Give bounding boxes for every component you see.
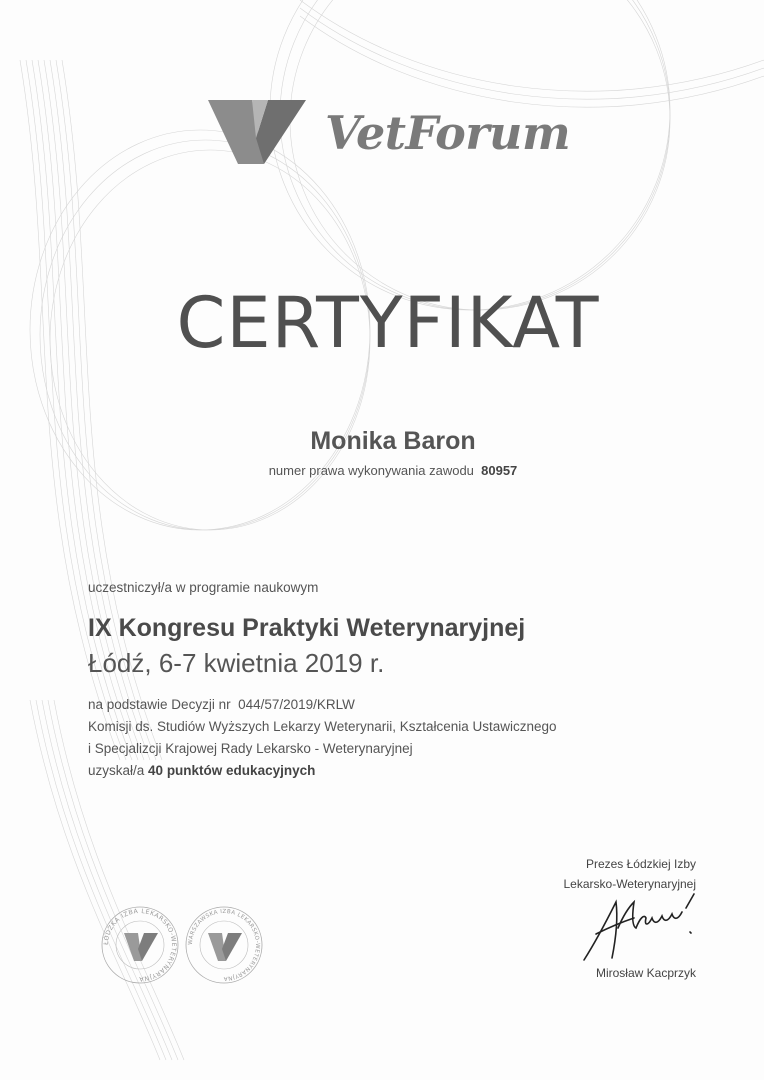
certificate-title: CERTYFIKAT (176, 282, 600, 364)
commission-line: Komisji ds. Studiów Wyższych Lekarzy Weterynarii, Kształcenia Ustawicznego (88, 719, 557, 734)
event-place-date: Łódź, 6-7 kwietnia 2019 r. (88, 648, 385, 678)
decision-basis (88, 694, 557, 782)
points-line (88, 760, 557, 782)
signatory-title-line2: Lekarsko-Weterynaryjnej (563, 877, 696, 891)
recipient-name: Monika Baron (310, 427, 476, 455)
points-prefix: uzyskał/a (88, 763, 145, 778)
decision-number: 044/57/2019/KRLW (238, 697, 355, 712)
seal-left-text: ŁÓDZKA IZBA LEKARSKO-WETERYNARYJNA (102, 907, 178, 983)
seal-left (100, 905, 180, 985)
signatory-name: Mirosław Kacprzyk (595, 966, 696, 980)
seal-right (184, 905, 264, 985)
signatory-title-line1: Prezes Łódzkiej Izby (585, 857, 696, 871)
decision-label: na podstawie Decyzji nr (88, 697, 231, 712)
handwritten-signature (578, 888, 708, 968)
points-value: 40 punktów edukacyjnych (148, 763, 316, 778)
participation-text: uczestniczył/a w programie naukowym (88, 580, 319, 595)
license-number: 80957 (481, 463, 518, 478)
decision-line (88, 694, 557, 716)
license-label: numer prawa wykonywania zawodu (268, 463, 474, 478)
vetforum-logo-text: VetForum (325, 106, 571, 160)
seal-right-text: WARSZAWSKA IZBA LEKARSKO-WETERYNARYJNA (187, 908, 261, 982)
vetforum-logo-mark (208, 98, 308, 168)
license-line (0, 463, 764, 478)
event-name: IX Kongresu Praktyki Weterynaryjnej (88, 614, 526, 642)
council-line: i Specjalizcji Krajowej Rady Lekarsko - Weterynaryjnej (88, 741, 413, 756)
vetforum-logo (208, 98, 578, 168)
